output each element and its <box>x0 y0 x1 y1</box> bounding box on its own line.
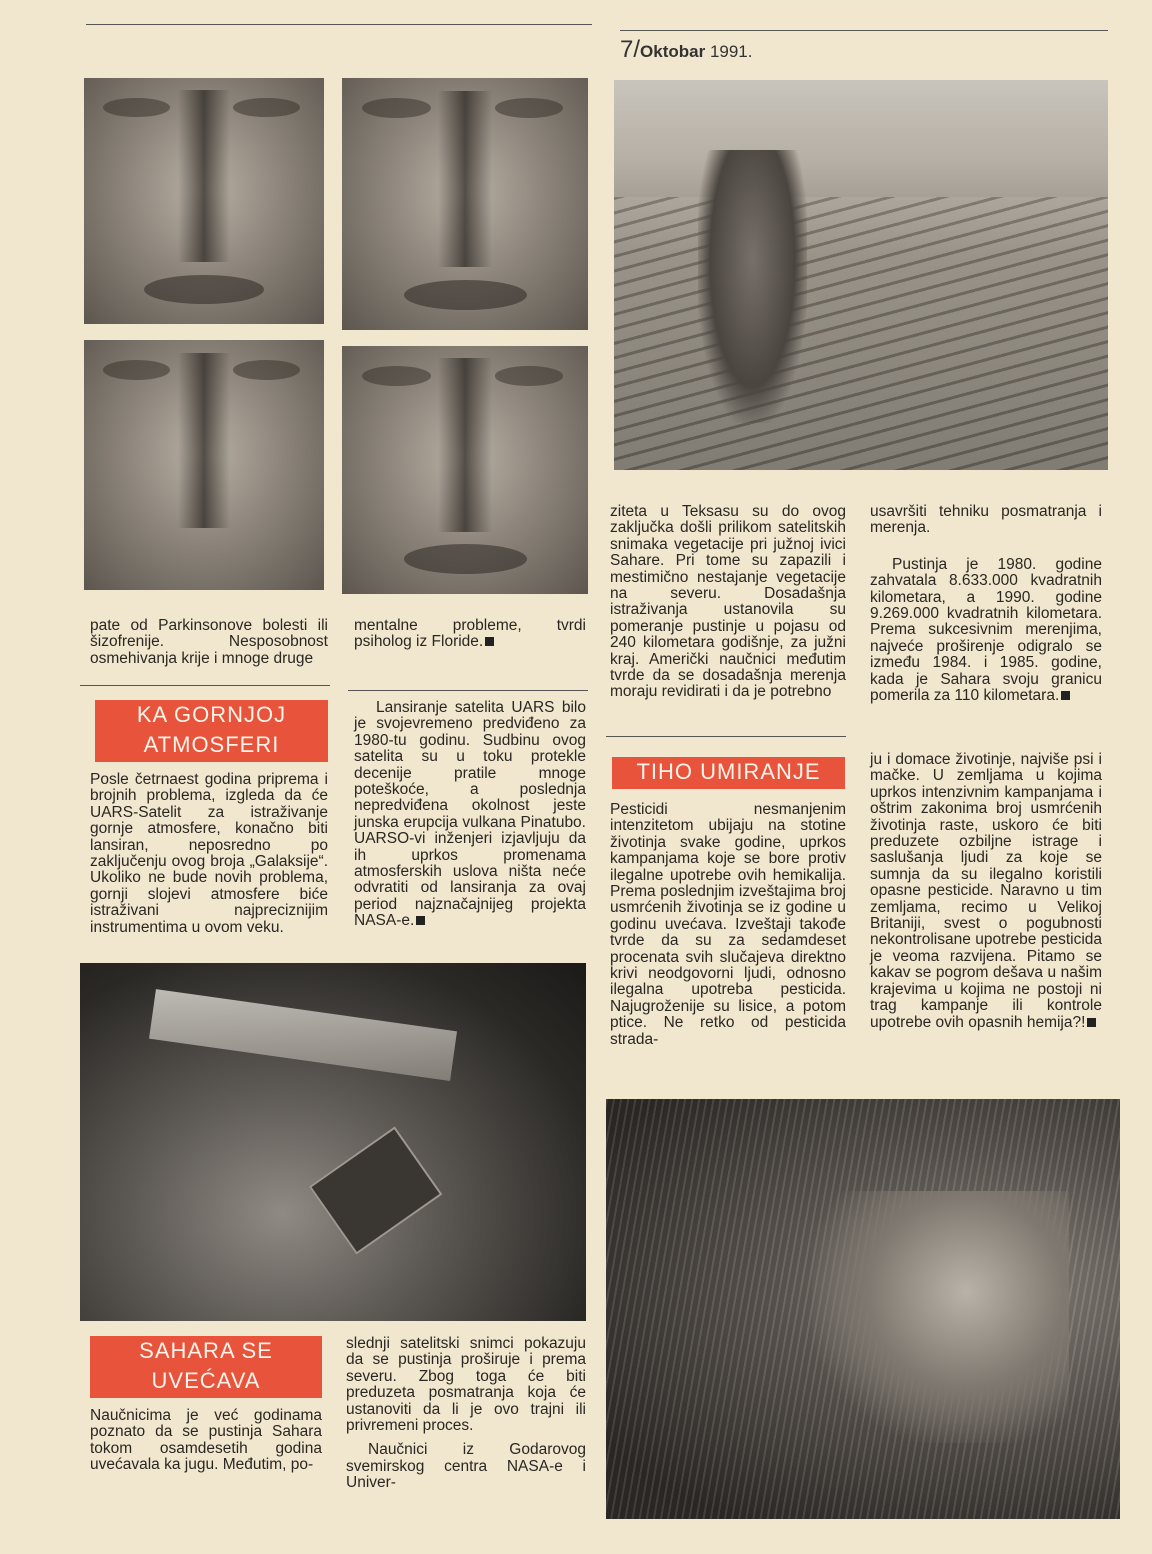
sahara-col1 <box>90 1408 322 1474</box>
issue-year: 1991. <box>709 42 753 61</box>
face-photo-2 <box>342 78 588 330</box>
tiho-col2 <box>870 752 1102 1031</box>
face-photo-1 <box>84 78 324 324</box>
page-header <box>620 36 752 64</box>
atmosfera-headline: KA GORNJOJ ATMOSFERI <box>95 700 328 762</box>
col2-top-paragraph: mentalne probleme, tvrdi psiholog iz Floride. <box>354 617 586 651</box>
sahara-col3 <box>610 504 846 701</box>
face-photo-3 <box>84 340 324 590</box>
tiho-headline: TIHO UMIRANJE <box>612 757 845 789</box>
sahara-col4 <box>870 504 1102 704</box>
tiho-paragraph-1: Pesticidi nesmanjenim intenzitetom ubijaju na stotine životinja svake godine, uprkos kampanjama koje se bore protiv ilegalne upotrebe ovih hemikalija. Prema poslednjim izveštajima broj usmrćenih životinja se iz godine u godinu uvećava. Izveštaji takođe tvrde da su za sedamdeset procenata svih slučajeva direktno krivi neodgovorni ljudi, odnosno ilegalna upotreba pesticida. Najugroženije su lisice, a potom ptice. Ne retko od pesticida strada- <box>610 801 846 1048</box>
col1-top-text <box>90 618 328 667</box>
end-mark <box>1087 1018 1096 1027</box>
issue-month: Oktobar <box>640 42 706 61</box>
atmosfera-paragraph-1: Posle četrnaest godina priprema i brojnih problema, izgleda da će UARS-Satelit za istraživanje gornje atmosfere, konačno biti lansiran, neposredno po zaključenju ovog broja „Galaksije“. Ukoliko ne bude novih problema, gornji slojevi atmosfere biće istraživani najpreciznijim instrumentima u ovom veku. <box>90 771 328 936</box>
sahara-paragraph-3: Naučnici iz Godarovog svemirskog centra NASA-e i Univer- <box>346 1441 586 1492</box>
sahara-paragraph-5: usavršiti tehniku posmatranja i merenja. <box>870 503 1102 537</box>
sahara-paragraph-2: slednji satelitski snimci pokazuju da se pustinja proširuje i prema severu. Zbog toga će biti preduzeta posmatranja koja će ustanoviti da li je ovo trajni ili privremeni proces. <box>346 1335 586 1435</box>
atmosfera-col2 <box>354 700 586 930</box>
end-mark <box>416 916 425 925</box>
section-rule-2 <box>348 690 588 691</box>
section-rule-3 <box>606 736 846 737</box>
end-mark <box>485 637 494 646</box>
fox-photo <box>606 1099 1120 1519</box>
sahara-paragraph-6: Pustinja je 1980. godine zahvatala 8.633.000 kvadratnih kilometara, a 1990. godine 9.269.000 kvadratnih kilometara. Prema sukcesivnim merenjima, najveće proširenje odigralo se između 1984. i 1985. godine, kada je Sahara svoju granicu pomerila za 110 kilometara. <box>870 555 1102 705</box>
atmosfera-col1 <box>90 772 328 936</box>
page-number: 7/ <box>620 36 641 63</box>
atmosfera-paragraph-2: Lansiranje satelita UARS bilo je svojevremeno predviđeno za 1980-tu godinu. Sudbinu ovog satelita su u toku protekle decenije pratile mnoge poteškoće, a poslednja nepredviđena okolnost jeste junska erupcija vulkana Pinatubo. UARSO-vi inženjeri izjavljuju da ih uprkos promenama atmosferskih uslova ništa neće odvratiti od lansiranja za ovaj period najznačajnijeg projekta NASA-e. <box>354 699 586 930</box>
top-rule-left <box>86 24 592 25</box>
tiho-col1 <box>610 802 846 1048</box>
end-mark <box>1061 691 1070 700</box>
col1-top-paragraph: pate od Parkinsonove bolesti ili šizofrenije. Nesposobnost osmehivanja krije i mnoge druge <box>90 617 328 667</box>
face-photo-4 <box>342 346 588 594</box>
desert-photo <box>614 80 1108 470</box>
section-rule-1 <box>80 685 330 686</box>
satellite-photo <box>80 963 586 1321</box>
sahara-paragraph-4: ziteta u Teksasu su do ovog zaključka došli prilikom satelitskih snimaka vegetacije pri južnoj ivici Sahare. Pri tome su zapazili i mestimično nestajanje vegetacije na severu. Dosadašnja istraživanja ustanovila su pomeranje pustinje u pojasu od 240 kilometara godišnje, za južni kraj. Američki naučnici međutim tvrde da se dosadašnja merenja moraju revidirati i da je potrebno <box>610 503 846 701</box>
tiho-paragraph-2: ju i domace životinje, najviše psi i mačke. U zemljama u kojima uprkos intenzivnim kampanjama i oštrim zakonima broj usmrćenih životinja raste, uskoro će biti preduzete ozbiljne istrage i saslušanja ljudi za koje se sumnja da su ilegalno koristili opasne pesticide. Naravno u tim zemljama, recimo u Velikoj Britaniji, svest o pogubnosti nekontrolisane upotrebe pesticida je veoma razvijena. Pitamo se kakav se pogrom dešava u našim krajevima u kojima ne postoji ni trag kampanje ili kontrole upotrebe ovih opasnih hemija?! <box>870 751 1102 1031</box>
top-rule-right <box>620 30 1108 31</box>
sahara-headline: SAHARA SE UVEĆAVA <box>90 1336 322 1398</box>
sahara-col2 <box>346 1336 586 1492</box>
col2-top-text <box>354 618 586 651</box>
sahara-paragraph-1: Naučnicima je već godinama poznato da se pustinja Sahara tokom osamdesetih godina uvećavala ka jugu. Međutim, po- <box>90 1407 322 1474</box>
